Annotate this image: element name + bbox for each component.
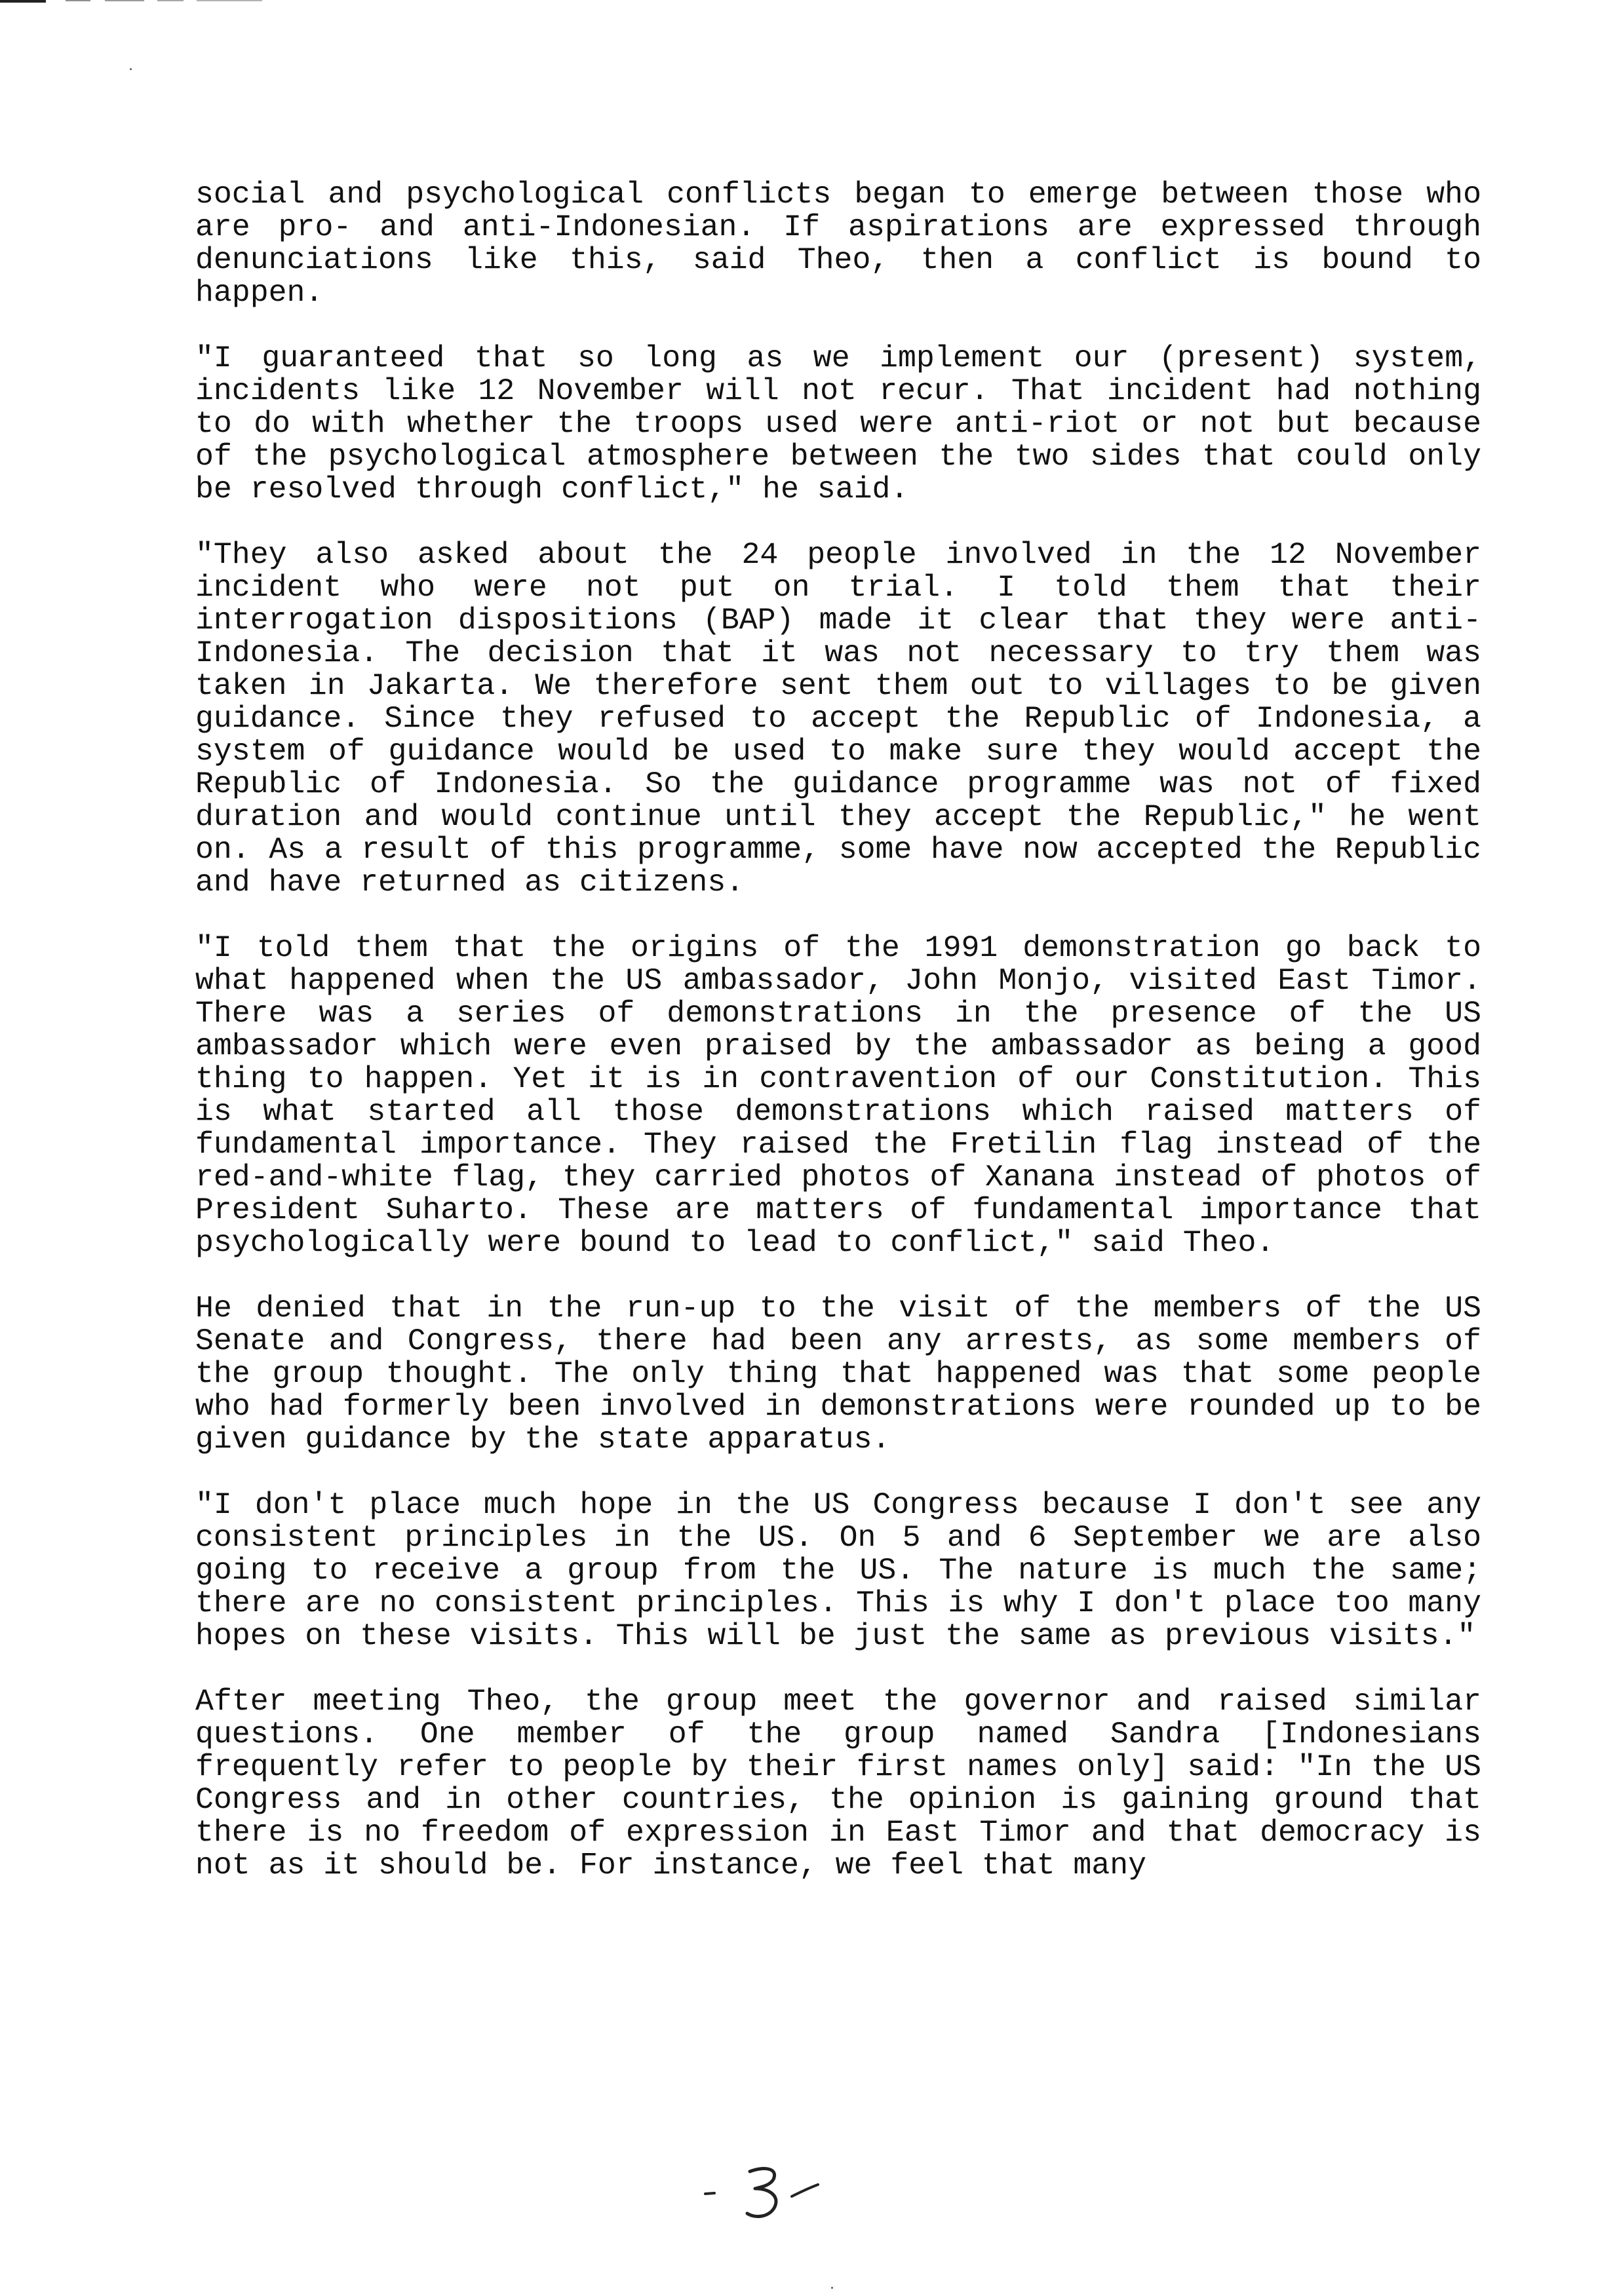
handwritten-page-number-drawing [695,2156,852,2228]
document-page [195,178,1481,1915]
handwritten-page-number [695,2156,852,2228]
paragraph-5: He denied that in the run-up to the visit of the members of the US Senate and Congress, there had been any arrests, as some members of the group thought. The only thing that happened was that some people who had formerly been involved in demonstrations were rounded up to be given guidance by the state apparatus. [195,1291,1481,1457]
paragraph-4: "I told them that the origins of the 1991 demonstration go back to what happened when the US ambassador, John Monjo, visited East Timor. There was a series of demonstrations in the presence of the US ambassador which were even praised by the ambassador as being a good thing to happen. Yet it is in contravention of our Constitution. This is what started all those demonstrations which raised matters of fundamental importance. They raised the Fretilin flag instead of the red-and-white flag, they carried photos of Xanana instead of photos of President Suharto. These are matters of fundamental importance that psychologically were bound to lead to conflict," said Theo. [195,930,1481,1260]
paragraph-7: After meeting Theo, the group meet the governor and raised similar questions. One member of the group named Sandra [Indonesians frequently refer to people by their first names only] said: "In the US Congress and in other countries, the opinion is gaining ground that there is no freedom of expression in East Timor and that democracy is not as it should be. For instance, we feel that many [195,1684,1481,1883]
paragraph-2: "I guaranteed that so long as we implement our (present) system, incidents like 12 November will not recur. That incident had nothing to do with whether the troops used were anti-riot or not but because of the psychological atmosphere between the two sides that could only be resolved through conflict," he said. [195,341,1481,507]
scan-edge-mark [105,0,144,1]
paragraph-3: "They also asked about the 24 people involved in the 12 November incident who were not put on trial. I told them that their interrogation dispositions (BAP) made it clear that they were anti-Indonesia. The decision that it was not necessary to try them was taken in Jakarta. We therefore sent them out to villages to be given guidance. Since they refused to accept the Republic of Indonesia, a system of guidance would be used to make sure they would accept the Republic of Indonesia. So the guidance programme was not of fixed duration and would continue until they accept the Republic," he went on. As a result of this programme, some have now accepted the Republic and have returned as citizens. [195,537,1481,900]
scan-edge-mark [157,0,184,1]
paragraph-6: "I don't place much hope in the US Congress because I don't see any consistent principles in the US. On 5 and 6 September we are also going to receive a group from the US. The nature is much the same; there are no consistent principles. This is why I don't place too many hopes on these visits. This will be just the same as previous visits." [195,1487,1481,1653]
scan-speck [130,68,132,70]
scan-edge-mark [0,0,46,3]
scan-speck [831,2287,833,2289]
scan-edge-mark [197,0,262,1]
scan-edge-mark [66,0,90,1]
paragraph-1: social and psychological conflicts began to emerge between those who are pro- and anti-Indonesian. If aspirations are expressed through denunciations like this, said Theo, then a conflict is bound to happen. [195,177,1481,310]
